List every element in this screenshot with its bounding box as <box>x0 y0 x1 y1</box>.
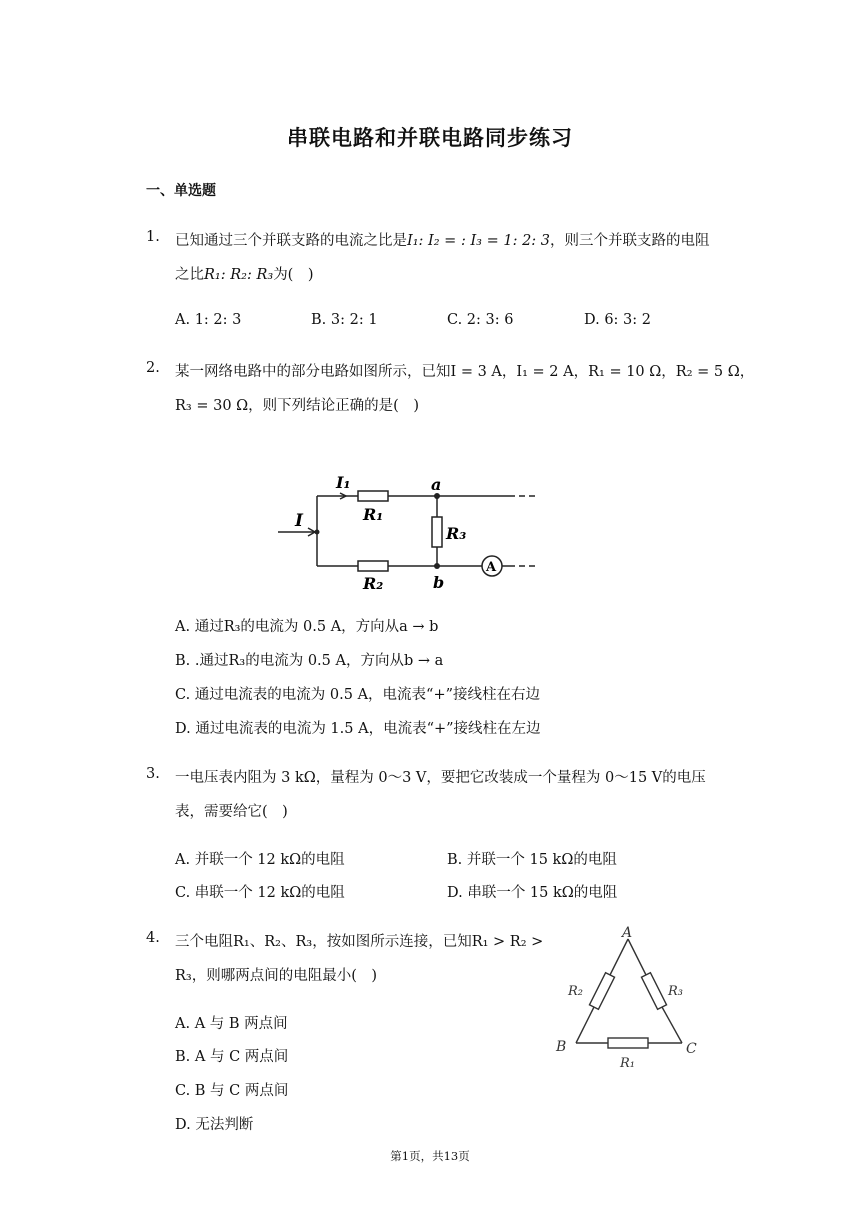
r1-label: R₁ <box>620 1056 635 1071</box>
question-1-text-b: ，则三个并联支路的电阻 <box>550 233 710 249</box>
q3-option-b[interactable]: B. 并联一个 15 kΩ的电阻 <box>447 852 617 868</box>
section-heading: 一、单选题 <box>146 183 216 199</box>
question-4-line-2: R₃，则哪两点间的电阻最小( ) <box>175 968 378 984</box>
q1-option-a[interactable]: A. 1: 2: 3 <box>175 312 242 328</box>
question-number-2: 2. <box>146 360 160 376</box>
q2-option-d[interactable]: D. 通过电流表的电流为 1.5 A，电流表“+”接线柱在左边 <box>175 721 541 737</box>
q3-option-a[interactable]: A. 并联一个 12 kΩ的电阻 <box>175 852 345 868</box>
label-r2: R₂ <box>363 574 384 593</box>
question-1-line-1 <box>175 229 710 250</box>
question-1-math-b: R₁: R₂: R₃ <box>204 267 274 283</box>
q1-option-d[interactable]: D. 6: 3: 2 <box>584 312 651 328</box>
question-number-4: 4. <box>146 930 160 946</box>
question-1-text-c: 之比 <box>175 267 204 283</box>
vertex-b-label: B <box>556 1039 567 1055</box>
label-a: a <box>431 475 442 494</box>
q4-option-a[interactable]: A. A 与 B 两点间 <box>175 1016 288 1032</box>
question-2-line-2: R₃ = 30 Ω，则下列结论正确的是( ) <box>175 398 419 414</box>
r2-label: R₂ <box>568 984 583 999</box>
q3-option-c[interactable]: C. 串联一个 12 kΩ的电阻 <box>175 885 345 901</box>
q4-option-b[interactable]: B. A 与 C 两点间 <box>175 1049 289 1065</box>
page-title: 串联电路和并联电路同步练习 <box>287 125 573 150</box>
question-1-text-d: 为( ) <box>273 267 314 283</box>
q2-option-c[interactable]: C. 通过电流表的电流为 0.5 A，电流表“+”接线柱在右边 <box>175 687 541 703</box>
q4-option-c[interactable]: C. B 与 C 两点间 <box>175 1083 289 1099</box>
triangle-circuit-q4 <box>550 925 710 1075</box>
label-i: I <box>295 511 303 531</box>
question-number-1: 1. <box>146 229 160 245</box>
circuit-diagram-q2 <box>270 470 550 600</box>
label-i1: I₁ <box>336 473 351 492</box>
question-2-line-1: 某一网络电路中的部分电路如图所示，已知I = 3 A，I₁ = 2 A，R₁ = 10 Ω，R₂ = 5 Ω， <box>175 364 755 380</box>
page-footer: 第1页，共13页 <box>390 1149 470 1163</box>
question-1-text-a: 已知通过三个并联支路的电流之比是 <box>175 233 407 249</box>
question-1-math-a: I₁: I₂ = : I₃ = 1: 2: 3 <box>407 233 551 249</box>
r3-label: R₃ <box>668 984 683 999</box>
label-b: b <box>433 573 445 592</box>
q2-option-a[interactable]: A. 通过R₃的电流为 0.5 A，方向从a → b <box>175 619 439 635</box>
question-3-line-1: 一电压表内阻为 3 kΩ，量程为 0～3 V，要把它改装成一个量程为 0～15 V的电压 <box>175 770 706 786</box>
ammeter-label: A <box>486 560 497 575</box>
q1-option-b[interactable]: B. 3: 2: 1 <box>311 312 378 328</box>
label-r3: R₃ <box>446 524 467 543</box>
question-number-3: 3. <box>146 766 160 782</box>
label-r1: R₁ <box>363 505 384 524</box>
q3-option-d[interactable]: D. 串联一个 15 kΩ的电阻 <box>447 885 618 901</box>
question-4-line-1: 三个电阻R₁、R₂、R₃，按如图所示连接，已知R₁ > R₂ > <box>175 934 544 950</box>
q1-option-c[interactable]: C. 2: 3: 6 <box>447 312 514 328</box>
question-1-line-2 <box>175 263 314 284</box>
q4-option-d[interactable]: D. 无法判断 <box>175 1117 254 1133</box>
vertex-c-label: C <box>686 1041 697 1057</box>
q2-option-b[interactable]: B. .通过R₃的电流为 0.5 A，方向从b → a <box>175 653 444 669</box>
vertex-a-label: A <box>622 925 633 941</box>
question-3-line-2: 表，需要给它( ) <box>175 804 288 820</box>
